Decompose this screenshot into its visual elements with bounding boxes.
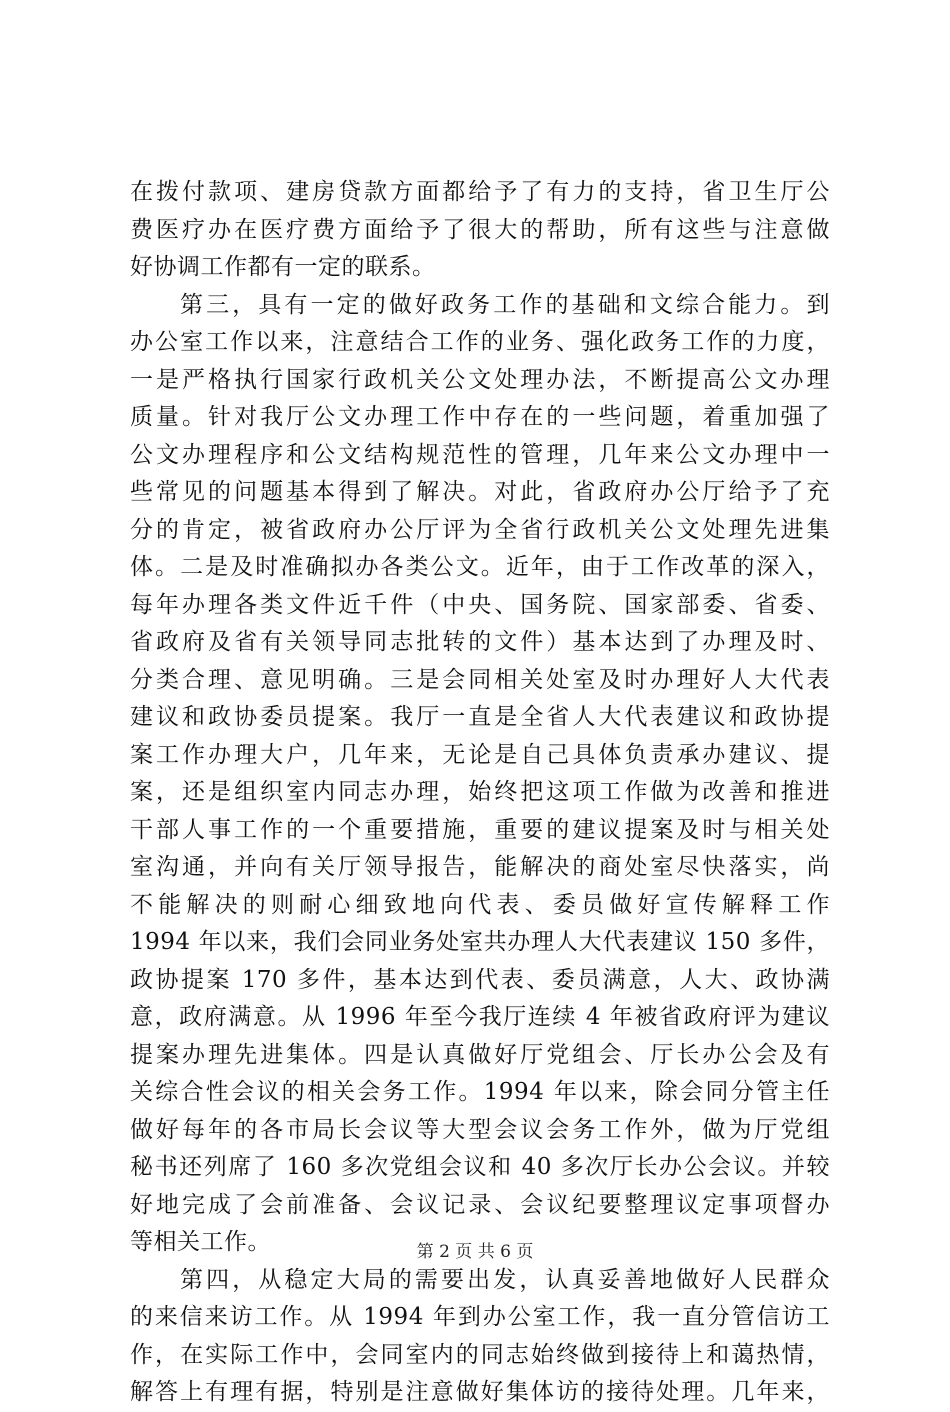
- text-line: 省政府及省有关领导同志批转的文件）基本达到了办理及时、: [130, 629, 830, 655]
- text-line: 等相关工作。: [130, 1229, 271, 1255]
- text-line: 秘书还列席了 160 多次党组会议和 40 多次厅长办公会议。并较: [130, 1154, 830, 1180]
- text-line: 作，在实际工作中，会同室内的同志始终做到接待上和蔼热情，: [130, 1341, 830, 1368]
- text-line: 好协调工作都有一定的联系。: [130, 254, 436, 280]
- text-line: 意，政府满意。从 1996 年至今我厅连续 4 年被省政府评为建议: [130, 1004, 830, 1030]
- text-line: 第三，具有一定的做好政务工作的基础和文综合能力。到: [180, 291, 830, 318]
- text-line: 好地完成了会前准备、会议记录、会议纪要整理议定事项督办: [130, 1191, 830, 1218]
- text-line: 分类合理、意见明确。三是会同相关处室及时办理好人大代表: [130, 666, 830, 693]
- page-footer: 第 2 页 共 6 页: [416, 1242, 534, 1262]
- text-line: 费医疗办在医疗费方面给予了很大的帮助，所有这些与注意做: [130, 216, 830, 243]
- text-line: 第四，从稳定大局的需要出发，认真妥善地做好人民群众: [180, 1266, 830, 1293]
- text-line: 办公室工作以来，注意结合工作的业务、强化政务工作的力度，: [130, 329, 830, 355]
- text-line: 关综合性会议的相关会务工作。1994 年以来，除会同分管主任: [130, 1079, 830, 1105]
- text-line: 案工作办理大户，几年来，无论是自己具体负责承办建议、提: [130, 741, 830, 768]
- text-line: 1994 年以来，我们会同业务处室共办理人大代表建议 150 多件，: [130, 929, 830, 955]
- text-line: 些常见的问题基本得到了解决。对此，省政府办公厅给予了充: [130, 479, 830, 505]
- text-line: 体。二是及时准确拟办各类公文。近年，由于工作改革的深入，: [130, 554, 830, 580]
- text-line: 一是严格执行国家行政机关公文处理办法，不断提高公文办理: [130, 366, 830, 393]
- text-line: 解答上有理有据，特别是注意做好集体访的接待处理。几年来，: [130, 1379, 830, 1405]
- text-line: 每年办理各类文件近千件（中央、国务院、国家部委、省委、: [130, 591, 830, 618]
- text-line: 不能解决的则耐心细致地向代表、委员做好宣传解释工作: [130, 891, 830, 918]
- text-line: 在拨付款项、建房贷款方面都给予了有力的支持，省卫生厅公: [130, 179, 830, 205]
- text-line: 建议和政协委员提案。我厅一直是全省人大代表建议和政协提: [130, 704, 830, 730]
- text-line: 政协提案 170 多件，基本达到代表、委员满意，人大、政协满: [130, 966, 830, 993]
- text-line: 提案办理先进集体。四是认真做好厅党组会、厅长办公会及有: [130, 1041, 830, 1068]
- document-body: [130, 174, 830, 1412]
- text-line: 分的肯定，被省政府办公厅评为全省行政机关公文处理先进集: [130, 516, 830, 543]
- text-line: 案，还是组织室内同志办理，始终把这项工作做为改善和推进: [130, 779, 830, 805]
- text-line: 公文办理程序和公文结构规范性的管理，几年来公文办理中一: [130, 441, 830, 468]
- text-line: 室沟通，并向有关厅领导报告，能解决的商处室尽快落实，尚: [130, 854, 830, 880]
- text-line: 质量。针对我厅公文办理工作中存在的一些问题，着重加强了: [130, 404, 830, 430]
- text-line: 干部人事工作的一个重要措施，重要的建议提案及时与相关处: [130, 816, 830, 843]
- text-line: 做好每年的各市局长会议等大型会议会务工作外，做为厅党组: [130, 1116, 830, 1143]
- text-line: 的来信来访工作。从 1994 年到办公室工作，我一直分管信访工: [130, 1304, 830, 1330]
